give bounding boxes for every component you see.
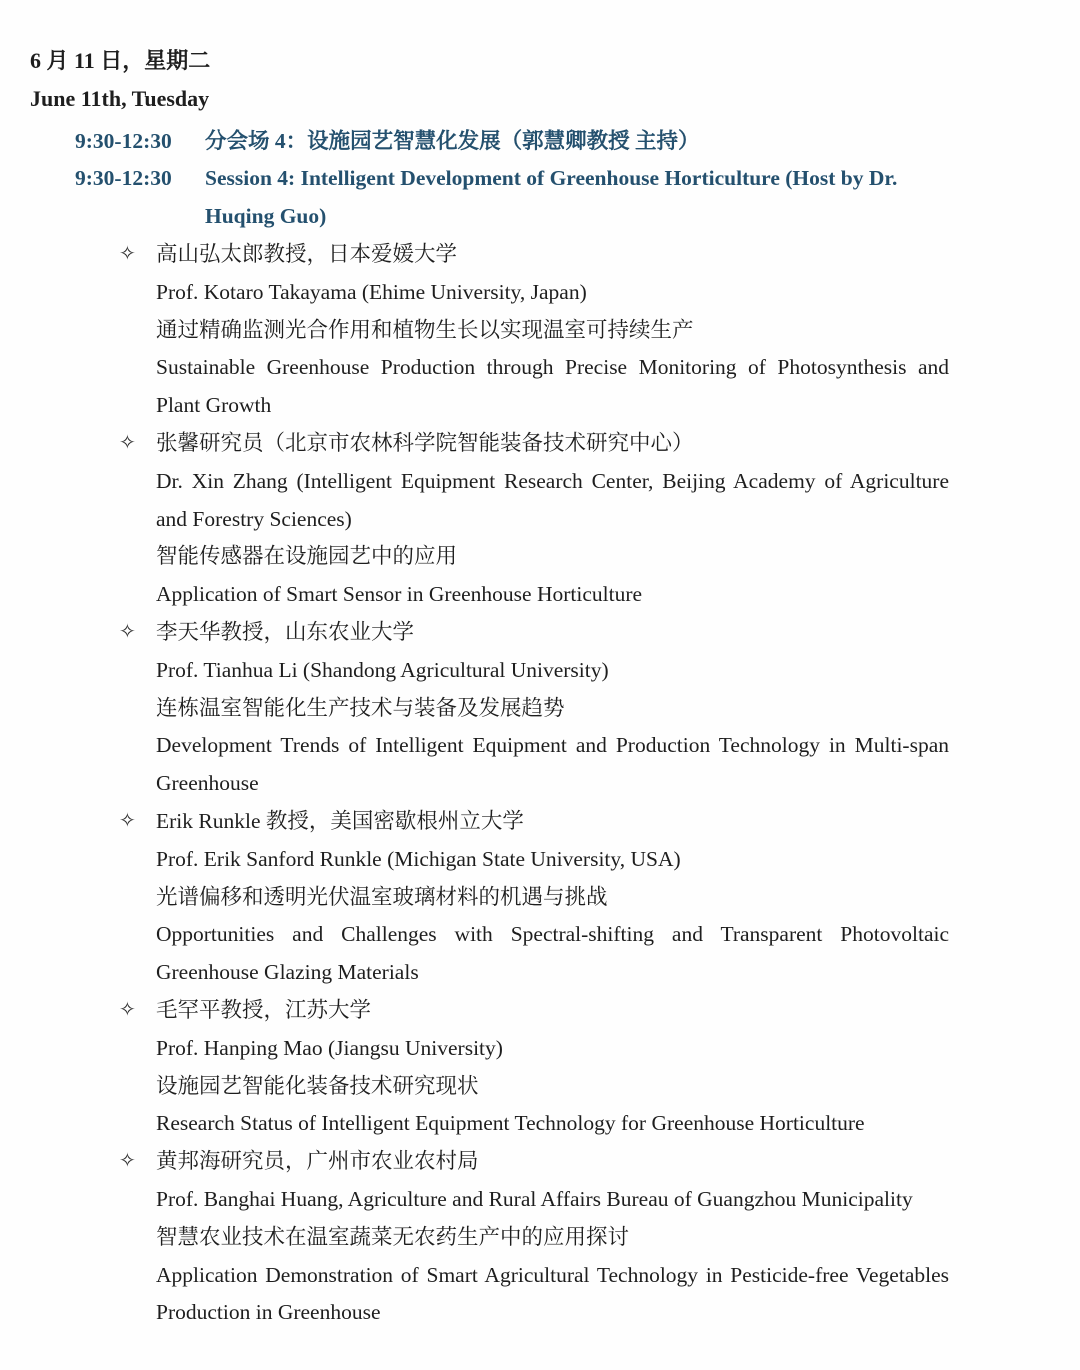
session-time-zh: 9:30-12:30: [75, 128, 172, 153]
talk-title-zh: 设施园艺智能化装备技术研究现状: [156, 1073, 479, 1098]
talk-title-en: Opportunities and Challenges with Spectral-shifting and Transparent Photovoltaic Greenhouse Glazing Materials: [156, 922, 949, 985]
talk-title-en: Research Status of Intelligent Equipment Technology for Greenhouse Horticulture: [156, 1111, 865, 1136]
date-zh: 6 月 11 日，星期二: [30, 48, 211, 73]
diamond-bullet-icon: ✧: [119, 1150, 136, 1173]
talk-speaker-en: Prof. Erik Sanford Runkle (Michigan State University, USA): [156, 846, 681, 871]
talk-item: [0, 425, 1080, 614]
talk-speaker-en: Prof. Tianhua Li (Shandong Agricultural University): [156, 657, 609, 682]
talk-speaker-en: Prof. Banghai Huang, Agriculture and Rural Affairs Bureau of Guangzhou Municipality: [156, 1186, 913, 1211]
date-header: [30, 42, 1080, 118]
talk-speaker-zh: 张馨研究员（北京市农林科学院智能装备技术研究中心）: [156, 430, 694, 455]
talk-speaker-en: Dr. Xin Zhang (Intelligent Equipment Research Center, Beijing Academy of Agriculture and Forestry Sciences): [156, 468, 949, 531]
session-time-en: 9:30-12:30: [75, 166, 172, 191]
talk-speaker-row: [119, 992, 1080, 1030]
diamond-bullet-icon: ✧: [119, 809, 136, 832]
talk-speaker-en: Prof. Kotaro Takayama (Ehime University, Japan): [156, 279, 587, 304]
talk-title-zh: 光谱偏移和透明光伏温室玻璃材料的机遇与挑战: [156, 884, 608, 909]
diamond-bullet-icon: ✧: [119, 431, 136, 454]
diamond-bullet-icon: ✧: [119, 998, 136, 1021]
talk-title-en: Application of Smart Sensor in Greenhouse Horticulture: [156, 582, 643, 607]
talk-speaker-row: [119, 803, 1080, 841]
talk-title-en: Sustainable Greenhouse Production through Precise Monitoring of Photosynthesis and Plant Growth: [156, 355, 949, 418]
diamond-bullet-icon: ✧: [119, 620, 136, 643]
talk-item: [0, 1143, 1080, 1332]
talk-item: [0, 236, 1080, 425]
talk-title-en: Application Demonstration of Smart Agricultural Technology in Pesticide-free Vegetables Production in Greenhouse: [156, 1262, 949, 1325]
talk-speaker-zh: 李天华教授，山东农业大学: [156, 619, 415, 644]
talk-speaker-row: [119, 236, 1080, 274]
talk-speaker-row: [119, 614, 1080, 652]
diamond-bullet-icon: ✧: [119, 242, 136, 265]
talk-speaker-zh: 黄邦海研究员，广州市农业农村局: [156, 1149, 479, 1174]
date-en: June 11th, Tuesday: [30, 85, 210, 111]
session-row-en: [75, 160, 1080, 236]
talk-title-zh: 智慧农业技术在温室蔬菜无农药生产中的应用探讨: [156, 1224, 630, 1249]
talk-item: [0, 992, 1080, 1143]
session-title-en: Session 4: Intelligent Development of Greenhouse Horticulture (Host by Dr. Huqing Guo): [205, 166, 898, 229]
talk-speaker-zh: 高山弘太郎教授，日本爱媛大学: [156, 241, 458, 266]
talk-title-zh: 智能传感器在设施园艺中的应用: [156, 544, 458, 569]
talk-speaker-row: [119, 1143, 1080, 1181]
talk-item: [0, 803, 1080, 992]
talk-title-zh: 通过精确监测光合作用和植物生长以实现温室可持续生产: [156, 317, 694, 342]
talk-title-zh: 连栋温室智能化生产技术与装备及发展趋势: [156, 695, 565, 720]
talk-item: [0, 614, 1080, 803]
talk-speaker-en: Prof. Hanping Mao (Jiangsu University): [156, 1035, 503, 1060]
talk-speaker-row: [119, 425, 1080, 463]
talk-speaker-zh: Erik Runkle 教授，美国密歇根州立大学: [156, 808, 524, 833]
talk-speaker-zh: 毛罕平教授，江苏大学: [156, 997, 372, 1022]
talk-title-en: Development Trends of Intelligent Equipment and Production Technology in Multi-span Greenhouse: [156, 733, 949, 796]
session-row-zh: [75, 123, 1080, 161]
session-title-zh: 分会场 4：设施园艺智慧化发展（郭慧卿教授 主持）: [205, 128, 700, 153]
session-header: [75, 123, 1080, 236]
